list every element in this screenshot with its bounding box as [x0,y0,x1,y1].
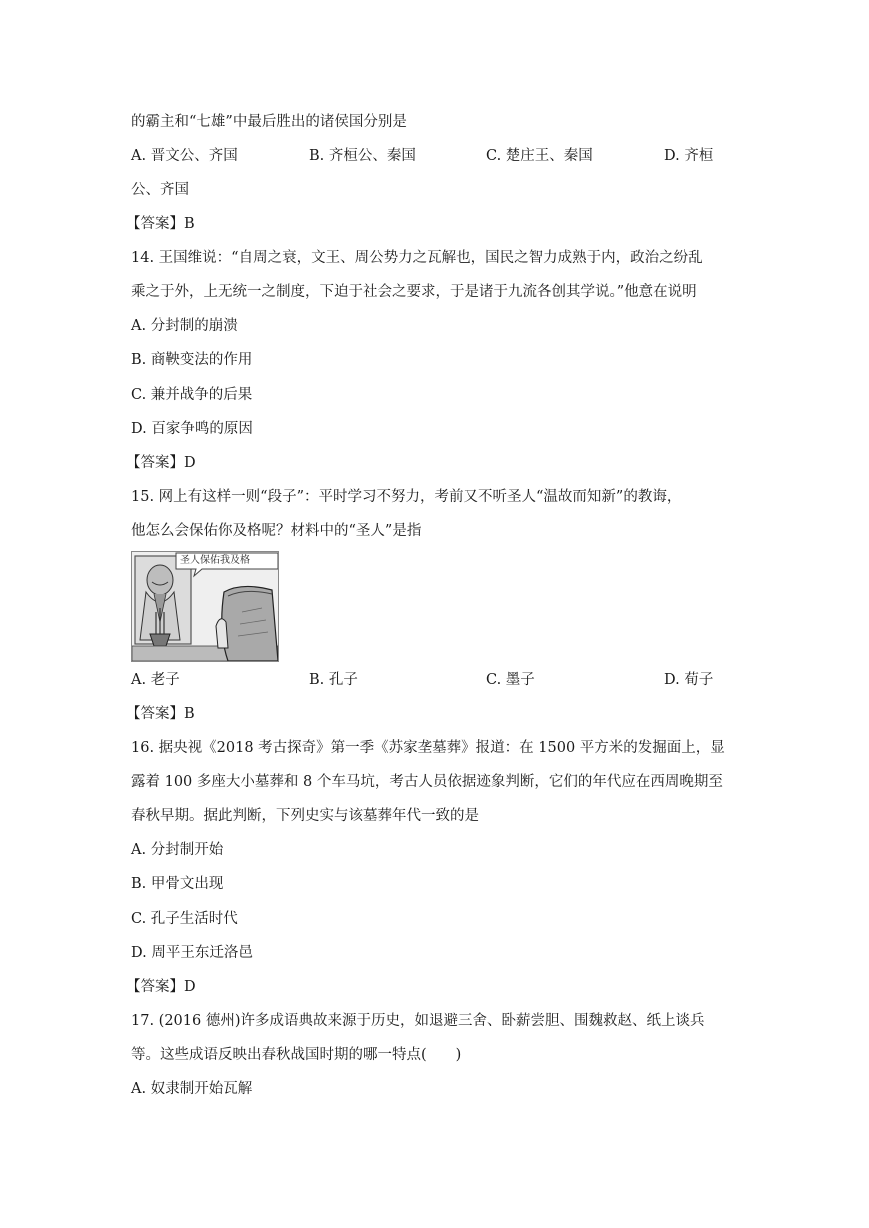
q15-stem-line1: 15. 网上有这样一则“段子”：平时学习不努力，考前又不听圣人“温故而知新”的教诲， [131,489,682,505]
q15-option-b: B. 孔子 [309,672,358,688]
q14-option-c: C. 兼并战争的后果 [131,387,253,403]
q13-option-a: A. 晋文公、齐国 [131,148,238,164]
q16-stem-line2: 露着 100 多座大小墓葬和 8 个车马坑，考古人员依据迹象判断，它们的年代应在西周晚期至 [131,774,723,790]
q13-answer: 【答案】B [126,216,195,232]
q16-stem-line3: 春秋早期。据此判断，下列史实与该墓葬年代一致的是 [131,808,479,824]
cartoon-image [131,551,279,662]
q14-option-a: A. 分封制的崩溃 [131,318,238,334]
q13-stem-tail: 的霸主和“七雄”中最后胜出的诸侯国分别是 [131,114,407,130]
cartoon-speech-bubble: 圣人保佑我及格 [180,555,250,566]
q16-answer: 【答案】D [126,979,196,995]
q14-answer: 【答案】D [126,455,196,471]
q16-stem-line1: 16. 据央视《2018 考古探奇》第一季《苏家垄墓葬》报道：在 1500 平方米的发掘面上，显 [131,740,725,756]
q13-option-b: B. 齐桓公、秦国 [309,148,416,164]
q13-option-c: C. 楚庄王、秦国 [486,148,593,164]
q16-option-d: D. 周平王东迁洛邑 [131,945,253,961]
q14-option-b: B. 商鞅变法的作用 [131,352,253,368]
q17-stem-line2: 等。这些成语反映出春秋战国时期的哪一特点( ) [131,1047,462,1063]
q17-stem-line1: 17. (2016 德州)许多成语典故来源于历史，如退避三舍、卧薪尝胆、围魏救赵、纸上谈兵 [131,1013,705,1029]
q13-option-d: D. 齐桓 [664,148,714,164]
q17-option-a: A. 奴隶制开始瓦解 [131,1081,253,1097]
q15-stem-line2: 他怎么会保佑你及格呢？材料中的“圣人”是指 [131,523,422,539]
q15-answer: 【答案】B [126,706,195,722]
q15-option-a: A. 老子 [131,672,180,688]
q16-option-a: A. 分封制开始 [131,842,224,858]
q16-option-c: C. 孔子生活时代 [131,911,238,927]
q14-option-d: D. 百家争鸣的原因 [131,421,253,437]
q15-option-d: D. 荀子 [664,672,714,688]
q13-option-wrap: 公、齐国 [131,182,189,198]
q15-option-c: C. 墨子 [486,672,535,688]
q14-stem-line1: 14. 王国维说：“自周之衰，文王、周公势力之瓦解也，国民之智力成熟于内，政治之纷乱 [131,250,703,266]
cartoon-illustration [132,552,278,661]
q14-stem-line2: 乘之于外，上无统一之制度，下迫于社会之要求，于是诸于九流各创其学说。”他意在说明 [131,284,697,300]
q16-option-b: B. 甲骨文出现 [131,876,224,892]
